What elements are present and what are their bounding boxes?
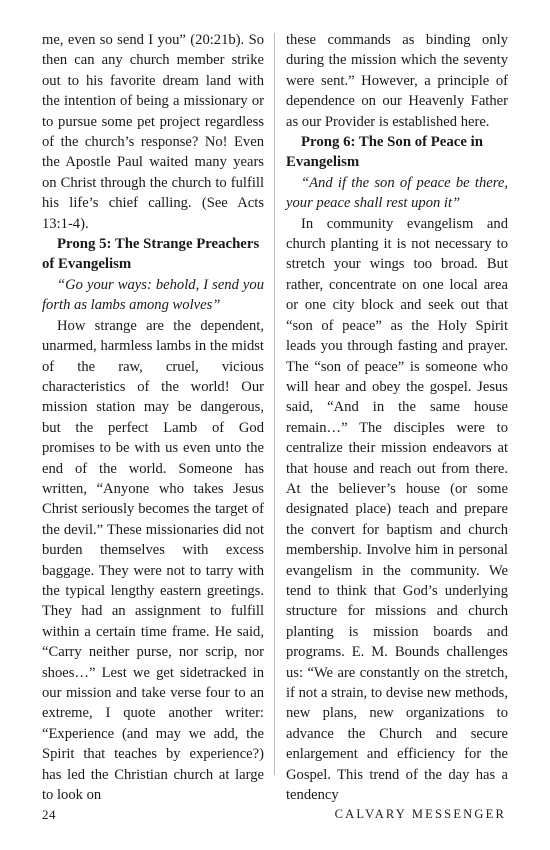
section-heading: Prong 5: The Strange Preachers of Evangelism bbox=[42, 236, 260, 273]
paragraph: me, even so send I you” (20:21b). So then can any church member strike out to his favorite dream land with the intention of being a missionary or to pursue some pet project regardless of the church’s response? No! Even the Apostle Paul waited many years on Christ through the church to fulfill his life’s chief calling. (See Acts 13:1-4). bbox=[42, 32, 264, 232]
paragraph: these commands as binding only during the mission which the seventy were sent.” However, a principle of dependence on our Heavenly Father as our Provider is established here. bbox=[286, 32, 508, 130]
column-divider bbox=[274, 33, 275, 775]
paragraph: In community evangelism and church planting it is not necessary to stretch your wings too broad. But rather, concentrate on one local area or one city block and seek out that “son of peace” as the Holy Spirit leads you through fasting and prayer. The “son of peace” is someone who will hear and obey the gospel. Jesus said, “And in the same house remain…” The disciples were to centralize their mission endeavors at that house and reach out from there. At the believer’s house (or some designated place) teach and prepare the convert for baptism and church membership. Involve him in personal evangelism in the community. We tend to think that God’s underlying structure for missions and church planting is mission boards and programs. E. M. Bounds challenges us: “We are constantly on the stretch, if not a strain, to devise new methods, new plans, new organizations to advance the Church and secure enlargement and efficiency for the Gospel. This trend of the day has a tendency bbox=[286, 215, 508, 804]
scripture-quote: “Go your ways: behold, I send you forth as lambs among wolves” bbox=[42, 276, 264, 314]
publication-title: CALVARY MESSENGER bbox=[334, 807, 506, 821]
paragraph: How strange are the dependent, unarmed, harmless lambs in the midst of the raw, cruel, vicious characteristics of the world! Our mission station may be dangerous, but the perfect Lamb of God promises to be with us even unto the end of the world. Someone has written, “Anyone who takes Jesus Christ seriously becomes the target of the devil.” These missionaries did not burden themselves with excess baggage. They were not to tarry with the typical lengthy eastern greetings. They had an assignment to fulfill within a certain time frame. He said, “Carry neither purse, nor scrip, nor shoes…” Lest we get sidetracked in our mission and take verse four to an extreme, I quote another writer: “Experience (and may we add, the Spirit that teaches by experience?) has led the Christian church at large to look on bbox=[42, 317, 264, 804]
section-heading: Prong 6: The Son of Peace in Evangelism bbox=[286, 134, 483, 171]
scripture-quote: “And if the son of peace be there, your peace shall rest upon it” bbox=[286, 174, 508, 212]
right-column bbox=[286, 30, 508, 805]
page-number: 24 bbox=[42, 807, 56, 822]
left-column bbox=[42, 30, 264, 805]
